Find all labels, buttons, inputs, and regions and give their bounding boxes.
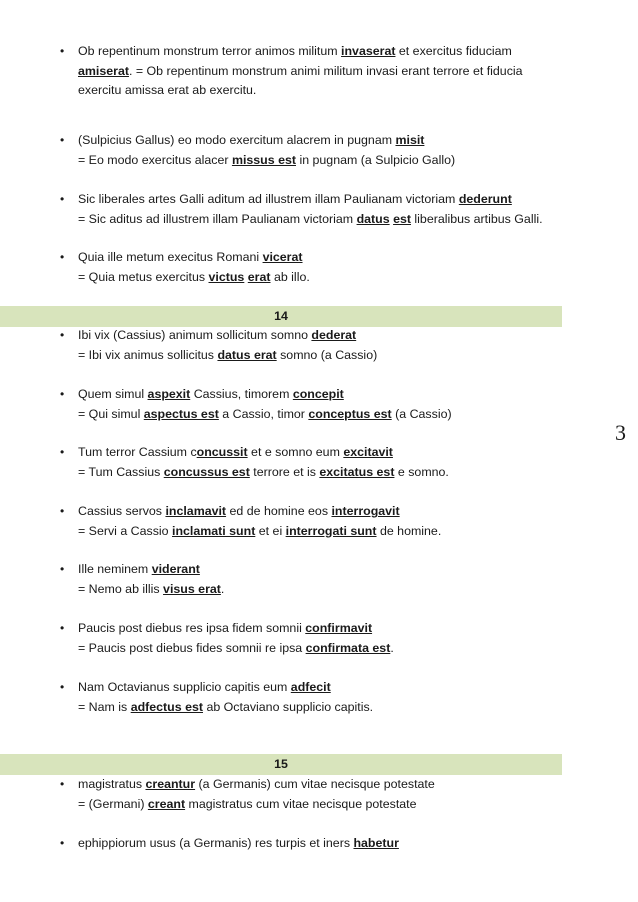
underlined-verb: concussus est <box>163 464 250 479</box>
page-number: 3 <box>615 420 626 445</box>
text-line <box>78 190 543 210</box>
text-segment: = (Germani) <box>78 796 148 811</box>
text-segment: exercitu amissa erat ab exercitu. <box>78 83 257 97</box>
text-segment: Quem simul <box>78 387 148 401</box>
underlined-verb: adfectus est <box>130 699 203 714</box>
text-segment: = Nemo ab illis <box>78 581 164 596</box>
text-line <box>78 42 523 62</box>
list-item <box>0 248 310 287</box>
underlined-verb: interrogati sunt <box>285 523 377 538</box>
list-item <box>0 385 452 424</box>
text-segment: Tum terror Cassium c <box>78 445 197 459</box>
list-item <box>0 190 543 229</box>
text-line <box>78 463 449 483</box>
bullet-icon: • <box>60 44 65 58</box>
underlined-verb: creantur <box>145 777 196 791</box>
text-line <box>78 385 452 405</box>
underlined-verb: concepit <box>292 387 344 401</box>
text-line <box>78 405 452 425</box>
text-segment: liberalibus artibus Galli. <box>410 211 543 226</box>
underlined-verb: aspexit <box>147 387 191 401</box>
text-segment: = Nam is <box>78 699 131 714</box>
text-segment: e somno. <box>394 464 449 479</box>
text-segment: = Ibi vix animus sollicitus <box>78 347 218 362</box>
text-segment: magistratus <box>78 777 146 791</box>
bullet-icon: • <box>60 133 65 147</box>
underlined-verb: creant <box>147 796 186 811</box>
bullet-icon: • <box>60 777 65 791</box>
text-line <box>78 268 310 288</box>
section-banner: 14 <box>0 306 562 327</box>
text-line <box>78 131 455 151</box>
text-line <box>78 698 373 718</box>
text-segment: = Qui simul <box>78 406 144 421</box>
text-segment: Ibi vix (Cassius) animum sollicitum somno <box>78 328 312 342</box>
text-segment: et ei <box>255 523 286 538</box>
text-line <box>78 678 373 698</box>
text-line <box>78 775 435 795</box>
underlined-verb: interrogavit <box>331 504 400 518</box>
text-segment: = Sic aditus ad illustrem illam Paulianam victoriam <box>78 211 357 226</box>
text-line <box>78 443 449 463</box>
text-segment: de homine. <box>376 523 442 538</box>
underlined-verb: conceptus est <box>308 406 392 421</box>
text-segment: in pugnam (a Sulpicio Gallo) <box>296 152 456 167</box>
underlined-verb: erat <box>247 269 271 284</box>
text-segment: Cassius servos <box>78 504 166 518</box>
bullet-icon: • <box>60 328 65 342</box>
underlined-verb: datus <box>356 211 390 226</box>
underlined-verb: datus erat <box>217 347 277 362</box>
text-line <box>78 62 523 82</box>
text-segment: (a Germanis) cum vitae necisque potestate <box>195 777 435 791</box>
text-segment: (Sulpicius Gallus) eo modo exercitum alacrem in pugnam <box>78 133 396 147</box>
text-line <box>78 502 441 522</box>
text-segment: = Paucis post diebus fides somnii re ipsa <box>78 640 306 655</box>
underlined-verb: adfecit <box>290 680 331 694</box>
text-line <box>78 580 224 600</box>
text-line <box>78 619 394 639</box>
text-segment: Ille neminem <box>78 562 152 576</box>
underlined-verb: invaserat <box>341 44 396 58</box>
underlined-verb: vicerat <box>262 250 303 264</box>
text-segment: = Servi a Cassio <box>78 523 173 538</box>
list-item <box>0 834 399 854</box>
list-item <box>0 42 523 101</box>
text-segment: ed de homine eos <box>226 504 332 518</box>
text-line <box>78 326 377 346</box>
underlined-verb: confirmavit <box>305 621 373 635</box>
text-line <box>78 522 441 542</box>
list-item <box>0 326 377 365</box>
text-segment: Sic liberales artes Galli aditum ad illustrem illam Paulianam victoriam <box>78 192 459 206</box>
text-line <box>78 560 224 580</box>
underlined-verb: excitavit <box>343 445 393 459</box>
text-segment: = Eo modo exercitus alacer <box>78 152 232 167</box>
underlined-verb: aspectus est <box>143 406 219 421</box>
text-line <box>78 639 394 659</box>
text-segment: Ob repentinum monstrum terror animos militum <box>78 44 342 58</box>
text-segment: ab illo. <box>270 269 310 284</box>
text-segment: = Tum Cassius <box>78 464 164 479</box>
bullet-icon: • <box>60 387 65 401</box>
text-segment: Paucis post diebus res ipsa fidem somnii <box>78 621 306 635</box>
text-segment: . <box>390 640 394 655</box>
underlined-verb: inclamavit <box>165 504 227 518</box>
text-segment: terrore et is <box>249 464 320 479</box>
underlined-verb: missus est <box>231 152 296 167</box>
text-line <box>78 151 455 171</box>
list-item <box>0 619 394 658</box>
underlined-verb: dederunt <box>458 192 512 206</box>
bullet-icon: • <box>60 445 65 459</box>
text-segment: et e somno eum <box>247 445 344 459</box>
underlined-verb: misit <box>395 133 425 147</box>
underlined-verb: visus erat <box>163 581 221 596</box>
text-segment: . <box>220 581 225 596</box>
text-segment: Nam Octavianus supplicio capitis eum <box>78 680 291 694</box>
underlined-verb: amiserat <box>78 63 129 78</box>
underlined-verb: inclamati sunt <box>172 523 256 538</box>
text-line <box>78 346 377 366</box>
list-item <box>0 502 441 541</box>
list-item <box>0 560 224 599</box>
bullet-icon: • <box>60 250 65 264</box>
text-segment: Cassius, timorem <box>190 387 293 401</box>
text-segment: . = Ob repentinum monstrum animi militum invasi erant terrore et fiducia <box>128 63 523 78</box>
text-segment: et exercitus fiduciam <box>395 44 512 58</box>
list-item <box>0 775 435 814</box>
text-segment: ab Octaviano supplicio capitis. <box>203 699 374 714</box>
underlined-verb: excitatus est <box>319 464 395 479</box>
text-line <box>78 81 523 101</box>
section-banner: 15 <box>0 754 562 775</box>
text-segment: Quia ille metum execitus Romani <box>78 250 263 264</box>
bullet-icon: • <box>60 680 65 694</box>
list-item <box>0 131 455 170</box>
text-segment: = Quia metus exercitus <box>78 269 209 284</box>
text-line <box>78 834 399 854</box>
bullet-icon: • <box>60 836 65 850</box>
bullet-icon: • <box>60 192 65 206</box>
text-line <box>78 248 310 268</box>
underlined-verb: est <box>393 211 411 226</box>
underlined-verb: confirmata est <box>305 640 391 655</box>
bullet-icon: • <box>60 504 65 518</box>
text-segment: (a Cassio) <box>391 406 452 421</box>
underlined-verb: viderant <box>151 562 200 576</box>
underlined-verb: oncussit <box>196 445 248 459</box>
bullet-icon: • <box>60 621 65 635</box>
list-item <box>0 678 373 717</box>
underlined-verb: victus <box>208 269 245 284</box>
text-segment: ephippiorum usus (a Germanis) res turpis et iners <box>78 836 354 850</box>
underlined-verb: habetur <box>353 836 399 850</box>
text-segment: magistratus cum vitae necisque potestate <box>185 796 417 811</box>
bullet-icon: • <box>60 562 65 576</box>
list-item <box>0 443 449 482</box>
text-segment: a Cassio, timor <box>218 406 309 421</box>
text-segment: somno (a Cassio) <box>276 347 378 362</box>
text-line <box>78 795 435 815</box>
text-line <box>78 210 543 230</box>
underlined-verb: dederat <box>311 328 357 342</box>
